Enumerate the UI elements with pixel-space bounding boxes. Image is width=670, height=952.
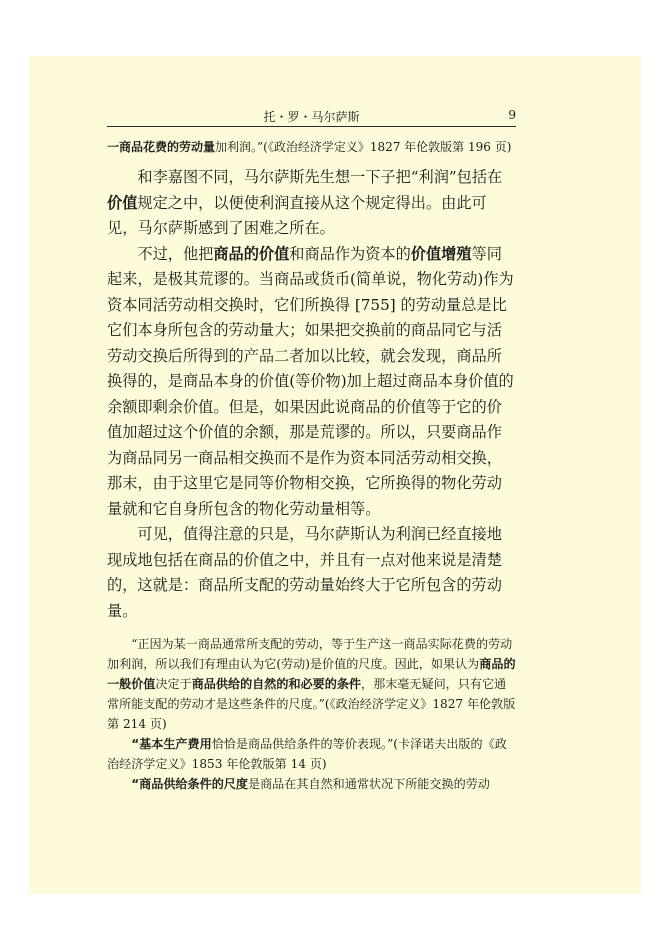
- running-header: [107, 108, 516, 127]
- text-span: “正因为某一商品通常所支配的劳动，等于生产这一商品实际花费的劳动加利润，所以我们有理由认为它(劳动)是价值的尺度。因此，如果认为: [107, 637, 513, 671]
- emphasis-text: 商品的一般价值: [107, 657, 516, 691]
- emphasis-text: 商品供给的自然的和必要的条件: [191, 677, 362, 691]
- emphasis-text: 商品的价值: [213, 244, 290, 263]
- text-span: 规定之中，以便使利润直接从这个规定得出。由此可见，马尔萨斯感到了困难之所在。: [107, 193, 487, 237]
- paragraph: [107, 242, 516, 523]
- text-span: ”(卡泽诺夫出版的《政治经济学定义》1853 年伦敦版第 14 页): [107, 737, 507, 771]
- paragraph: [107, 522, 516, 624]
- text-span: 是商品在其自然和通常状况下所能交换的劳动: [247, 777, 490, 791]
- emphasis-text: “基本生产费用: [131, 737, 212, 751]
- emphasis-text: 价值: [107, 193, 138, 212]
- emphasis-text: 一商品花费的劳动量: [107, 140, 216, 154]
- page-number: 9: [508, 108, 516, 122]
- text-span: 和商品作为资本的: [289, 244, 411, 263]
- text-span: 可见，值得注意的只是，马尔萨斯认为利润已经直接地现成地包括在商品的价值之中，并且有一点对他来说是清楚的，这就是：商品所支配的劳动量始终大于它所包含的劳动量。: [107, 525, 502, 620]
- footnote: [107, 734, 516, 774]
- main-text: [107, 165, 516, 624]
- page-body: [107, 138, 516, 794]
- footnote-continuation: [107, 138, 516, 157]
- text-span: ，那末毫无疑问，只有它通常所能支配的劳动才是这些条件的尺度。”(《政治经济学定义》1827 年伦敦版第 214 页): [107, 677, 516, 731]
- text-span: 恰恰是商品供给条件的等价表现。: [211, 737, 388, 751]
- footnotes: [107, 634, 516, 794]
- footnote: [107, 774, 516, 794]
- header-title: 托・罗・马尔萨斯: [263, 110, 360, 124]
- text-span: 和李嘉图不同，马尔萨斯先生想一下子把“利润”包括在: [137, 168, 503, 186]
- emphasis-text: 价值增殖: [410, 244, 472, 263]
- footnote-text: 加利润。”(《政治经济学定义》1827 年伦敦版第 196 页): [215, 140, 512, 154]
- footnote: [107, 634, 516, 734]
- text-span: 不过，他把: [137, 244, 214, 263]
- text-span: 等同起来，是极其荒谬的。当商品或货币(简单说，物化劳动)作为资本同活劳动相交换时，它们所换得 [755] 的劳动量总是比它们本身所包含的劳动量大；如果把交换前的商品同它与活劳动交换后所得到的产品二者加以比较，就会发现，商品所换得的，是商品本身的价值(等价物)加上超过商品本身价值的余额即剩余价值。但是，如果因此说商品的价值等于它的价值加超过这个价值的余额，那是荒谬的。所以，只要商品作为商品同另一商品相交换而不是作为资本同活劳动相交换，那末，由于这里它是同等价物相交换，它所换得的物化劳动量就和它自身所包含的物化劳动量相等。: [107, 244, 514, 518]
- paragraph: [107, 165, 516, 242]
- emphasis-text: “商品供给条件的尺度: [131, 777, 248, 791]
- text-span: 决定于: [155, 677, 192, 691]
